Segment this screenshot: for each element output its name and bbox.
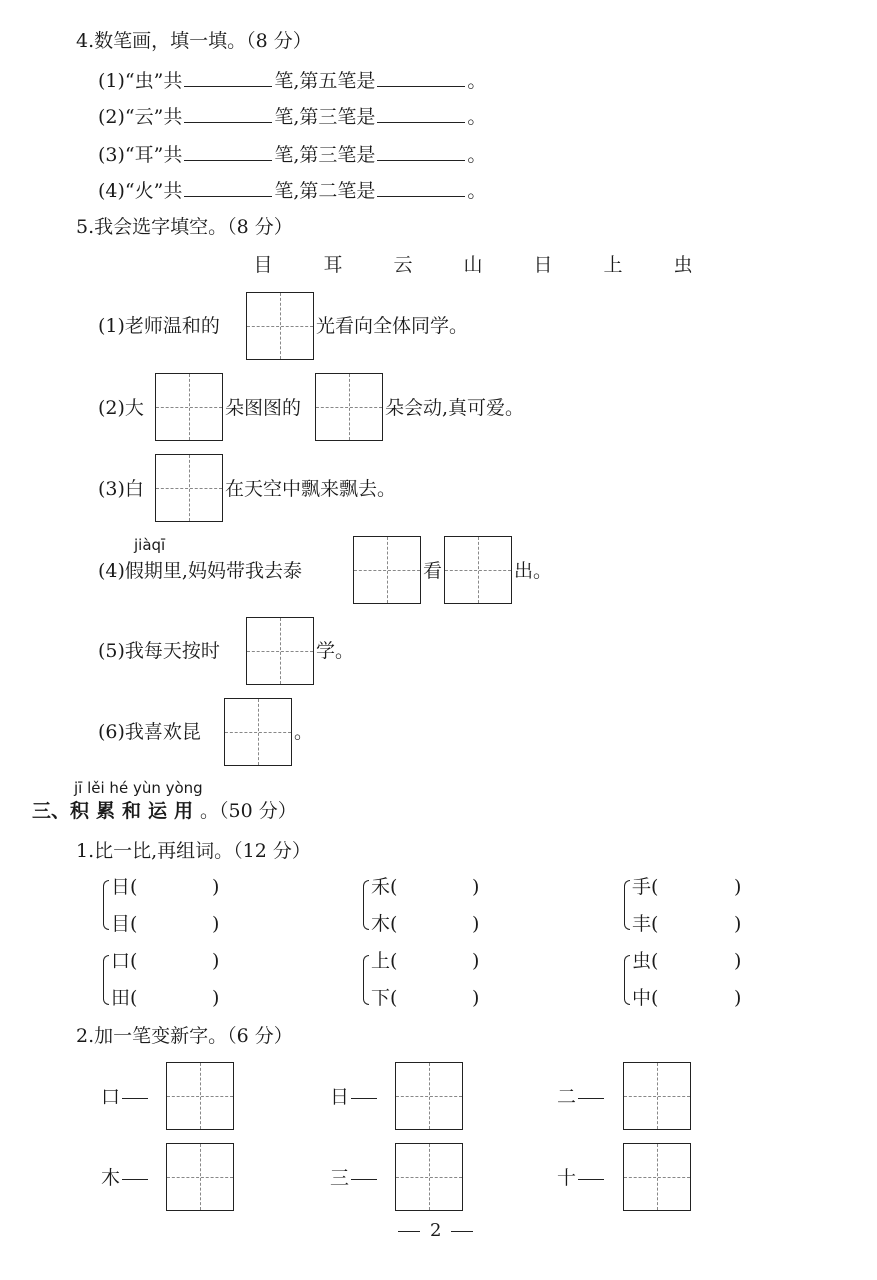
q5-item-1-box[interactable]: [246, 292, 314, 360]
q2-char: 口: [101, 1086, 121, 1108]
q5-item-1-text-b: 光看向全体同学。: [316, 315, 469, 337]
q4-blank-stroke-count[interactable]: [184, 106, 272, 123]
q2-base-char: [557, 1088, 604, 1107]
q1-char: 日(: [111, 876, 138, 898]
q5-item-4-text-a: (4)假期里,妈妈带我去泰: [98, 560, 302, 582]
q2-char: 木: [101, 1167, 121, 1189]
dash: [451, 1231, 473, 1232]
q1-char: 手(: [632, 876, 659, 898]
q5-item-2-box-2[interactable]: [315, 373, 383, 441]
q1-close: ): [212, 876, 220, 898]
q4-row-1-pre: (1)“虫”共: [98, 70, 183, 92]
brace: [363, 955, 369, 1005]
q4-row-3-end: 。: [467, 144, 487, 166]
q4-blank-stroke[interactable]: [377, 144, 465, 161]
q1-char: 上(: [371, 950, 398, 972]
q1-close: ): [472, 987, 480, 1009]
q4-row-4-end: 。: [467, 180, 487, 202]
q1-close: ): [212, 987, 220, 1009]
q1-char: 口(: [111, 950, 138, 972]
dash: [351, 1179, 377, 1180]
q5-choice: 山: [463, 254, 483, 276]
q4-row-2: [98, 106, 486, 127]
q4-blank-stroke[interactable]: [377, 180, 465, 197]
q4-row-4: [98, 180, 486, 201]
q2-base-char: [330, 1088, 377, 1107]
q1-char: 木(: [371, 913, 398, 935]
q5-item-4-box-2[interactable]: [444, 536, 512, 604]
q5-item-6-text-a: (6)我喜欢昆: [98, 721, 201, 743]
q5-item-4-pinyin: jiàqī: [134, 536, 166, 554]
q4-row-1: [98, 70, 486, 91]
q5-item-3-box[interactable]: [155, 454, 223, 522]
q4-row-2-mid: 笔,第三笔是: [274, 106, 376, 128]
q5-choice: 日: [533, 254, 553, 276]
q5-item-5-text-b: 学。: [316, 640, 355, 662]
q4-row-1-mid: 笔,第五笔是: [274, 70, 376, 92]
q1-title: 1.比一比,再组词。（12 分）: [76, 840, 311, 862]
q1-close: ): [734, 876, 742, 898]
q1-close: ): [212, 913, 220, 935]
q5-choice: 耳: [323, 254, 343, 276]
q5-item-2-text-b: 朵图图的: [225, 397, 302, 419]
q1-close: ): [734, 987, 742, 1009]
q1-char: 田(: [111, 987, 138, 1009]
q2-answer-box[interactable]: [395, 1062, 463, 1130]
q5-item-3-text-a: (3)白: [98, 478, 144, 500]
q5-item-4-text-c: 出。: [514, 560, 553, 582]
q2-answer-box[interactable]: [623, 1143, 691, 1211]
q1-char: 下(: [371, 987, 398, 1009]
q1-close: ): [734, 913, 742, 935]
q5-item-4-box-1[interactable]: [353, 536, 421, 604]
dash: [351, 1098, 377, 1099]
q5-item-2-box-1[interactable]: [155, 373, 223, 441]
brace: [624, 880, 630, 930]
q1-char: 虫(: [632, 950, 659, 972]
q4-blank-stroke[interactable]: [377, 106, 465, 123]
q2-char: 二: [557, 1086, 577, 1108]
q5-choice: 目: [253, 254, 273, 276]
q1-char: 丰(: [632, 913, 659, 935]
q2-answer-box[interactable]: [623, 1062, 691, 1130]
q4-row-2-end: 。: [467, 106, 487, 128]
brace: [624, 955, 630, 1005]
dash: [122, 1179, 148, 1180]
q5-item-5-box[interactable]: [246, 617, 314, 685]
page-number: [388, 1222, 483, 1240]
q5-item-3-text-b: 在天空中飘来飘去。: [225, 478, 397, 500]
q2-answer-box[interactable]: [395, 1143, 463, 1211]
q2-answer-box[interactable]: [166, 1062, 234, 1130]
q2-char: 日: [330, 1086, 350, 1108]
q5-item-4-text-b: 看: [423, 560, 443, 582]
q5-item-2-text-c: 朵会动,真可爱。: [385, 397, 525, 419]
q4-row-1-end: 。: [467, 70, 487, 92]
q5-choice: 虫: [673, 254, 693, 276]
q4-blank-stroke-count[interactable]: [184, 70, 272, 87]
section3-title-chars: 积累和运用: [70, 800, 201, 822]
q5-item-6-text-b: 。: [294, 721, 314, 743]
q1-close: ): [472, 950, 480, 972]
dash: [398, 1231, 420, 1232]
q4-row-4-pre: (4)“火”共: [98, 180, 183, 202]
q5-choice: 云: [393, 254, 413, 276]
q5-item-6-box[interactable]: [224, 698, 292, 766]
q2-base-char: [101, 1088, 148, 1107]
section3-title-suffix: 。（50 分）: [200, 800, 297, 822]
section3-title-prefix: 三、: [32, 800, 71, 822]
dash: [578, 1098, 604, 1099]
q4-row-3: [98, 144, 486, 165]
section3-pinyin: jī lěi hé yùn yòng: [74, 779, 203, 797]
q5-item-2-text-a: (2)大: [98, 397, 144, 419]
q2-char: 十: [557, 1167, 577, 1189]
q4-blank-stroke-count[interactable]: [184, 144, 272, 161]
page-number-value: 2: [430, 1220, 442, 1241]
section3-title: [32, 802, 297, 821]
q4-row-3-mid: 笔,第三笔是: [274, 144, 376, 166]
q2-base-char: [557, 1169, 604, 1188]
q5-item-5-text-a: (5)我每天按时: [98, 640, 220, 662]
q1-char: 禾(: [371, 876, 398, 898]
q2-base-char: [101, 1169, 148, 1188]
q4-row-3-pre: (3)“耳”共: [98, 144, 183, 166]
q1-char: 中(: [632, 987, 659, 1009]
brace: [103, 880, 109, 930]
brace: [363, 880, 369, 930]
dash: [578, 1179, 604, 1180]
q1-close: ): [212, 950, 220, 972]
q2-title: 2.加一笔变新字。（6 分）: [76, 1025, 293, 1047]
q1-char: 目(: [111, 913, 138, 935]
q5-choice: 上: [603, 254, 623, 276]
q4-blank-stroke-count[interactable]: [184, 180, 272, 197]
q5-choice-list: [228, 256, 718, 275]
q4-row-4-mid: 笔,第二笔是: [274, 180, 376, 202]
q4-blank-stroke[interactable]: [377, 70, 465, 87]
dash: [122, 1098, 148, 1099]
q5-title: 5.我会选字填空。（8 分）: [76, 216, 293, 238]
brace: [103, 955, 109, 1005]
q1-close: ): [734, 950, 742, 972]
q5-item-1-text-a: (1)老师温和的: [98, 315, 220, 337]
q2-char: 三: [330, 1167, 350, 1189]
q2-answer-box[interactable]: [166, 1143, 234, 1211]
q4-title: 4.数笔画，填一填。（8 分）: [76, 30, 312, 52]
q1-close: ): [472, 876, 480, 898]
q1-close: ): [472, 913, 480, 935]
q4-row-2-pre: (2)“云”共: [98, 106, 183, 128]
q2-base-char: [330, 1169, 377, 1188]
